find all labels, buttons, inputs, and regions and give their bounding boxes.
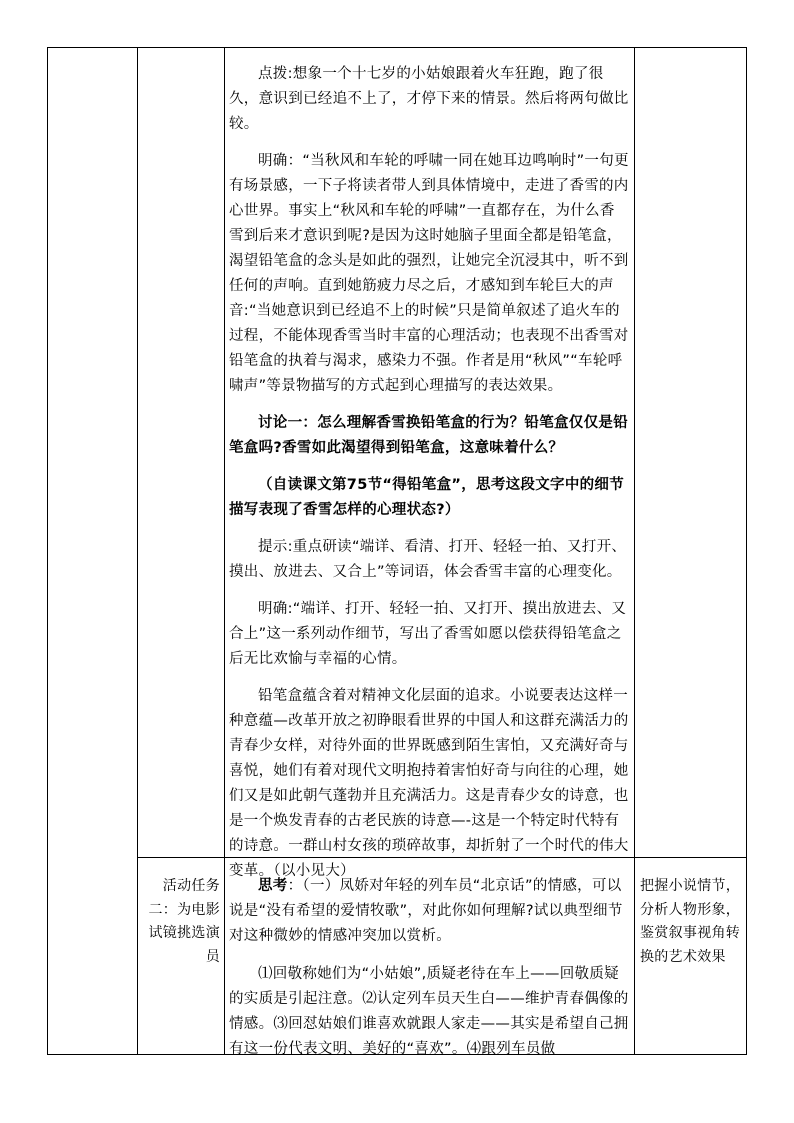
- table-border-col2: [224, 47, 225, 1054]
- tip-paragraph: 提示:重点研读“端详、看清、打开、轻轻一拍、又打开、摸出、放进去、又合上”等词语，体会香雪丰富的心理变化。: [229, 539, 627, 580]
- table-border-right: [746, 47, 747, 1054]
- activity-label: 活动任务二：为电影试镜挑选演员: [148, 878, 220, 965]
- think-question: [229, 874, 629, 949]
- discussion-question: 讨论一：怎么理解香雪换铅笔盒的行为？铅笔盒仅仅是铅笔盒吗?香雪如此渴望得到铅笔盒，这意味着什么？: [229, 415, 628, 456]
- think-question-text: ：（一）凤娇对年轻的列车员“北京话”的情感，可以说是“没有希望的爱情牧歌”，对此你如何理解?试以典型细节对这种微妙的情感冲突加以赏析。: [229, 878, 623, 944]
- goal-cell: [640, 875, 743, 969]
- hint-paragraph: 点拨:想象一个十七岁的小姑娘跟着火车狂跑，跑了很久，意识到已经追不上了，才停下来的情景。然后将两句做比较。: [229, 66, 629, 132]
- activity-label-cell: [142, 875, 220, 969]
- table-border-col3: [634, 47, 635, 1054]
- reading-instruction: （自读课文第75节“得铅笔盒”，思考这段文字中的细节描写表现了香雪怎样的心理状态?）: [229, 477, 625, 518]
- clarify-paragraph: 明确：“当秋风和车轮的呼啸一同在她耳边鸣响时”一句更有场景感，一下子将读者带人到具体情境中，走进了香雪的内心世界。事实上“秋风和车轮的呼啸”一直都存在，为什么香雪到后来才意识到呢?是因为这时她脑子里面全都是铅笔盒，渴望铅笔盒的念头是如此的强烈，让她完全沉浸其中，听不到任何的声响。直到她筋疲力尽之后，才感知到车轮巨大的声音:“当她意识到已经追不上的时候”只是简单叙述了追火车的过程，不能体现香雪当时丰富的心理活动；也表现不出香雪对铅笔盒的执着与渴求，感染力不强。作者是用“秋风”“车轮呼啸声”等景物描写的方式起到心理描写的表达效果。: [229, 153, 629, 394]
- clarify-paragraph-2: 明确:“端详、打开、轻轻一拍、又打开、摸出放进去、又合上”这一系列动作细节，写出了香雪如愿以偿获得铅笔盒之后无比欢愉与幸福的心情。: [229, 601, 627, 667]
- think-content-cell: [229, 874, 629, 1074]
- think-answer: ⑴回敬称她们为“小姑娘”,质疑老待在车上——回敬质疑的实质是引起注意。⑵认定列车员天生白——维护青春偶像的情感。⑶回怼姑娘们谁喜欢就跟人家走——其实是希望自己拥有这一份代表文明、美好的“喜欢”。⑷跟列车员做: [229, 966, 629, 1057]
- table-border-col1: [137, 47, 138, 1054]
- think-label: 思考: [258, 878, 288, 894]
- table-border-left: [47, 47, 48, 1054]
- meaning-paragraph: 铅笔盒蕴含着对精神文化层面的追求。小说要表达这样一种意蕴—改革开放之初睁眼看世界的中国人和这群充满活力的青春少女样，对待外面的世界既感到陌生害怕，又充满好奇与喜悦，她们有着对现代文明抱持着害怕好奇与向往的心理，她们又是如此朝气蓬勃并且充满活力。这是青春少女的诗意，也是一个焕发青春的古老民族的诗意—-这是一个特定时代特有的诗意。一群山村女孩的琐碎故事，却折射了一个时代的伟大变革。（以小见大）: [229, 688, 629, 879]
- main-content-cell: [229, 62, 629, 896]
- goal-text: 把握小说情节，分析人物形象，鉴赏叙事视角转换的艺术效果: [640, 878, 741, 965]
- table-border-top: [47, 47, 747, 48]
